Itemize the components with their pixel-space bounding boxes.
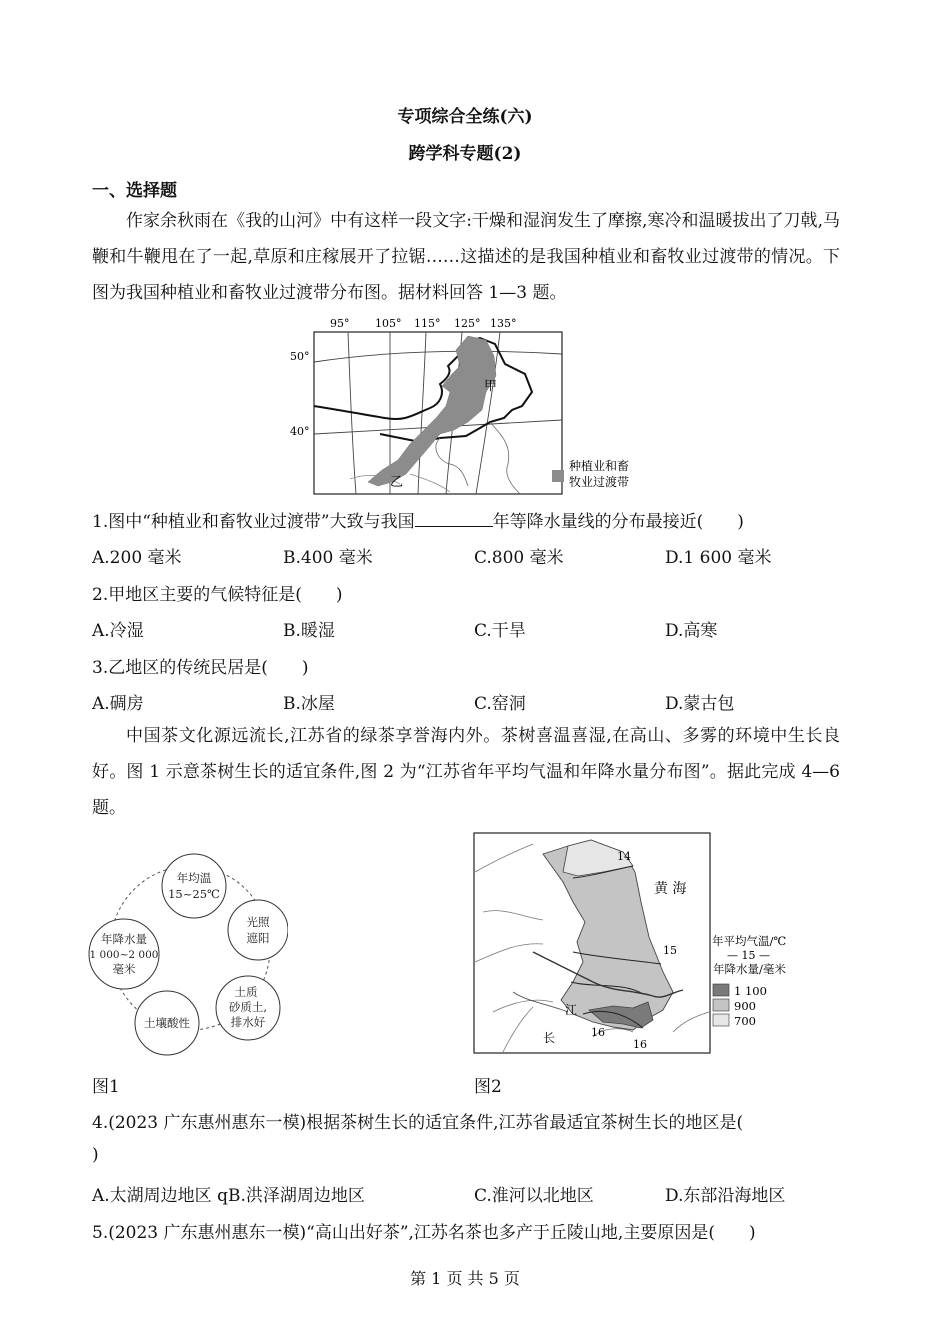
- option-b[interactable]: B.暖湿: [283, 621, 335, 641]
- lon-label: 105°: [375, 317, 402, 330]
- c5-line3: 毫米: [112, 962, 136, 976]
- lat-label: 50°: [290, 350, 310, 363]
- isotherm-label: 15: [663, 944, 677, 957]
- c3-line3: 排水好: [230, 1015, 266, 1029]
- caption-fig1: 图1: [92, 1077, 120, 1097]
- option-b[interactable]: B.400 毫米: [283, 548, 373, 568]
- c5-line2: 1 000~2 000: [89, 949, 159, 961]
- option-c[interactable]: C.800 毫米: [474, 548, 564, 568]
- c4-line1: 土壤酸性: [144, 1016, 190, 1030]
- label-jia: 甲: [484, 379, 498, 394]
- legend-subtitle: 年降水量/毫米: [713, 962, 786, 976]
- c1-line1: 年均温: [176, 871, 212, 885]
- option-d[interactable]: D.1 600 毫米: [665, 548, 772, 568]
- legend-text-2: 牧业过渡带: [569, 475, 630, 489]
- c2-line1: 光照: [246, 915, 270, 929]
- option-d[interactable]: D.东部沿海地区: [665, 1186, 786, 1206]
- legend-title: 年平均气温/℃: [712, 934, 787, 948]
- option-a[interactable]: A.200 毫米: [92, 548, 182, 568]
- lon-label: 125°: [454, 317, 481, 330]
- question-1-stem-b: 年等降水量线的分布最接近( ): [492, 512, 744, 532]
- condition-sunlight: [228, 900, 288, 960]
- option-ab[interactable]: A.太湖周边地区 qB.洪泽湖周边地区: [92, 1186, 365, 1206]
- tea-conditions-diagram: [88, 844, 288, 1056]
- legend-item: 700: [734, 1014, 756, 1028]
- river-label: 江: [565, 1003, 578, 1017]
- question-2: 2.甲地区主要的气候特征是( ): [92, 585, 343, 605]
- legend-text-1: 种植业和畜: [569, 459, 630, 473]
- c1-line2: 15~25℃: [168, 887, 220, 901]
- condition-temperature: [162, 854, 226, 918]
- sea-label: 黄 海: [654, 881, 687, 897]
- option-c[interactable]: C.干旱: [474, 621, 526, 641]
- legend-item: 900: [734, 999, 756, 1013]
- label-yi: 乙: [390, 475, 404, 490]
- lon-label: 95°: [330, 317, 350, 330]
- question-4-paren: ): [92, 1145, 99, 1165]
- c3-line1: 土质: [234, 985, 258, 999]
- question-1: [92, 507, 744, 532]
- question-4: 4.(2023 广东惠州惠东一模)根据茶树生长的适宜条件,江苏省最适宜茶树生长的地区是(: [92, 1113, 744, 1133]
- river-label: 长: [543, 1031, 556, 1045]
- legend-isotherm: — 15 —: [727, 949, 770, 962]
- passage-2: 中国茶文化源远流长,江苏省的绿茶享誉海内外。茶树喜温喜湿,在高山、多雾的环境中生长良好。图 1 示意茶树生长的适宜条件,图 2 为“江苏省年平均气温和年降水量分布图”。据此完成 4—6 题。: [92, 726, 840, 818]
- option-d[interactable]: D.蒙古包: [665, 694, 735, 714]
- c5-line1: 年降水量: [101, 932, 147, 946]
- option-d[interactable]: D.高寒: [665, 621, 718, 641]
- isotherm-label: 16: [633, 1038, 647, 1051]
- lat-label: 40°: [290, 425, 310, 438]
- option-c[interactable]: C.淮河以北地区: [474, 1186, 594, 1206]
- lon-label: 135°: [490, 317, 517, 330]
- answer-blank[interactable]: [415, 510, 493, 527]
- caption-fig2: 图2: [474, 1077, 502, 1097]
- question-1-stem-a: 1.图中“种植业和畜牧业过渡带”大致与我国: [92, 512, 415, 532]
- jiangsu-climate-map: [473, 832, 813, 1056]
- page-title: 专项综合全练(六): [397, 107, 533, 127]
- c3-line2: 砂质土,: [228, 1000, 268, 1014]
- transition-zone-map: [290, 314, 650, 496]
- option-a[interactable]: A.冷湿: [92, 621, 144, 641]
- isotherm-label: 16: [591, 1026, 605, 1039]
- section-heading: 一、选择题: [92, 181, 177, 201]
- question-3: 3.乙地区的传统民居是( ): [92, 658, 309, 678]
- option-a[interactable]: A.碉房: [92, 694, 144, 714]
- option-b[interactable]: B.冰屋: [283, 694, 335, 714]
- c2-line2: 遮阳: [246, 931, 270, 945]
- question-5: 5.(2023 广东惠州惠东一模)“高山出好茶”,江苏名茶也多产于丘陵山地,主要原因是( ): [92, 1223, 756, 1243]
- passage-1: 作家余秋雨在《我的山河》中有这样一段文字:干燥和湿润发生了摩擦,寒冷和温暖拔出了刀戟,马鞭和牛鞭甩在了一起,草原和庄稼展开了拉锯……这描述的是我国种植业和畜牧业过渡带的情况。下图为我国种植业和畜牧业过渡带分布图。据材料回答 1—3 题。: [92, 211, 840, 303]
- legend-item: 1 100: [734, 984, 767, 998]
- legend-swatch: [552, 470, 564, 482]
- isotherm-label: 14: [617, 850, 631, 863]
- page-footer: 第 1 页 共 5 页: [410, 1269, 520, 1288]
- option-c[interactable]: C.窑洞: [474, 694, 526, 714]
- lon-label: 115°: [414, 317, 441, 330]
- page-subtitle: 跨学科专题(2): [408, 144, 522, 164]
